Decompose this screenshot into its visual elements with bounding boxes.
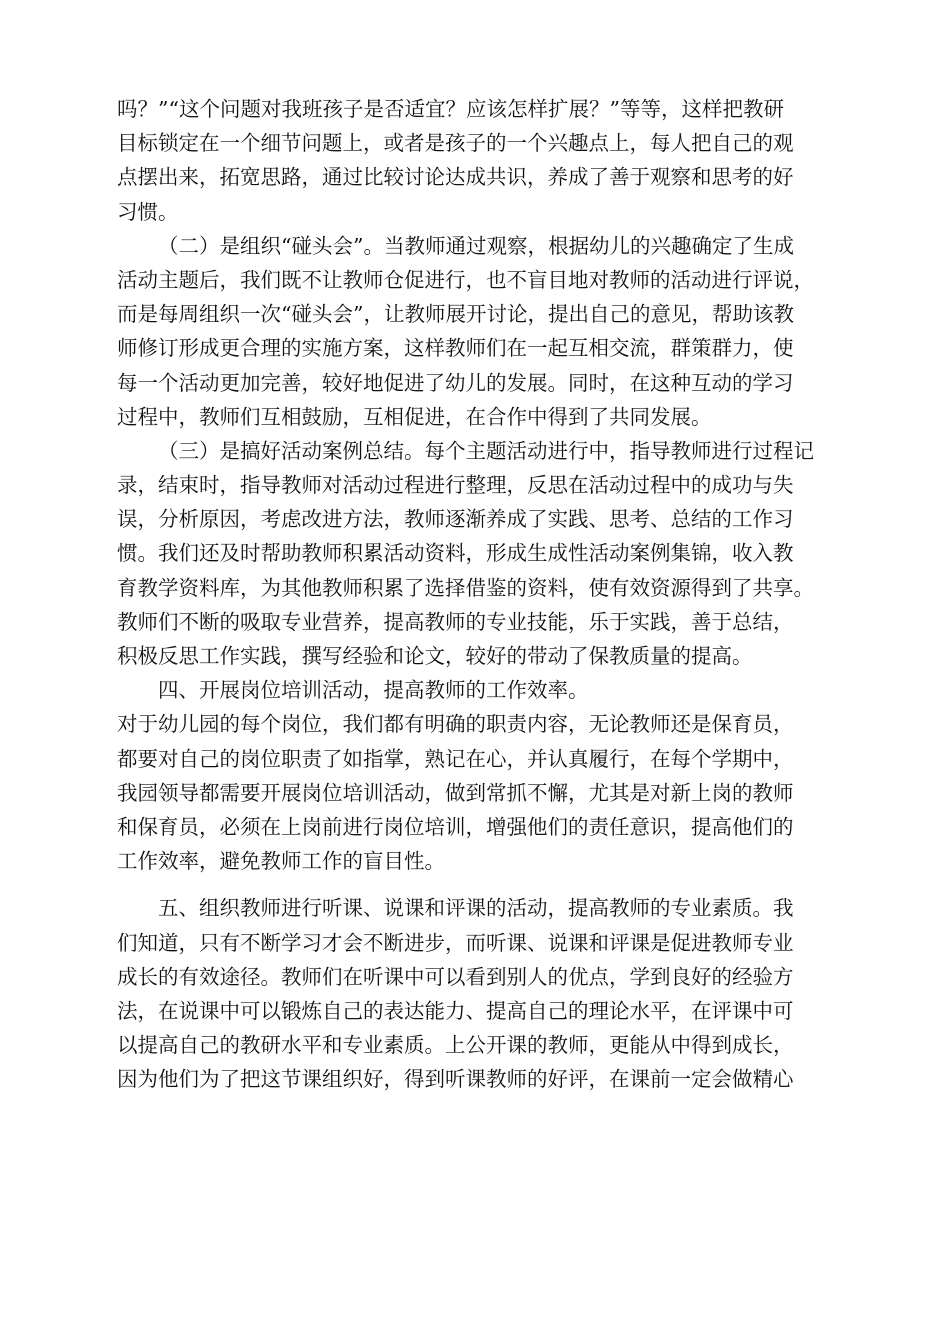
text-line: 点摆出来，拓宽思路，通过比较讨论达成共识，养成了善于观察和思考的好 (117, 165, 794, 190)
section-heading (117, 673, 857, 707)
paragraph (117, 891, 857, 1096)
text-line: 积极反思工作实践，撰写经验和论文，较好的带动了保教质量的提高。 (117, 644, 753, 668)
text-line: 都要对自己的岗位职责了如指掌，熟记在心，并认真履行，在每个学期中， (117, 746, 794, 771)
text-line: 过程中，教师们互相鼓励，互相促进，在合作中得到了共同发展。 (117, 404, 712, 429)
heading-text: 四、开展岗位培训活动，提高教师的工作效率。 (158, 678, 589, 703)
text-line: 录，结束时，指导教师对活动过程进行整理，反思在活动过程中的成功与失 (117, 473, 794, 498)
text-line: 习惯。 (117, 199, 179, 224)
text-line: 五、组织教师进行听课、说课和评课的活动，提高教师的专业素质。我 (158, 896, 794, 921)
paragraph (117, 229, 857, 434)
text-line: 对于幼儿园的每个岗位，我们都有明确的职责内容，无论教师还是保育员， (117, 712, 794, 737)
text-line: （三）是搞好活动案例总结。每个主题活动进行中，指导教师进行过程记 (158, 438, 814, 463)
paragraph-spacer (117, 878, 857, 891)
text-line: 误，分析原因，考虑改进方法，教师逐渐养成了实践、思考、总结的工作习 (117, 507, 794, 532)
paragraph (117, 92, 857, 229)
text-line: 以提高自己的教研水平和专业素质。上公开课的教师，更能从中得到成长， (117, 1033, 794, 1058)
text-line: 成长的有效途径。教师们在听课中可以看到别人的优点，学到良好的经验方 (117, 964, 794, 989)
document-body (117, 92, 857, 1096)
text-line: 们知道，只有不断学习才会不断进步，而听课、说课和评课是促进教师专业 (117, 930, 794, 955)
text-line: 育教学资料库，为其他教师积累了选择借鉴的资料，使有效资源得到了共享。 (117, 575, 814, 600)
text-line: 而是每周组织一次“碰头会”，让教师展开讨论，提出自己的意见，帮助该教 (117, 302, 794, 327)
text-line: 惯。我们还及时帮助教师积累活动资料，形成生成性活动案例集锦，收入教 (117, 541, 794, 566)
text-line: 每一个活动更加完善，较好地促进了幼儿的发展。同时，在这种互动的学习 (117, 370, 794, 395)
text-line: 我园领导都需要开展岗位培训活动，做到常抓不懈，尤其是对新上岗的教师 (117, 780, 794, 805)
text-line: 师修订形成更合理的实施方案，这样教师们在一起互相交流，群策群力，使 (117, 336, 794, 361)
text-line: 法，在说课中可以锻炼自己的表达能力、提高自己的理论水平，在评课中可 (117, 998, 794, 1023)
text-line: 活动主题后，我们既不让教师仓促进行，也不盲目地对教师的活动进行评说， (117, 267, 814, 292)
text-line: （二）是组织“碰头会”。当教师通过观察，根据幼儿的兴趣确定了生成 (158, 233, 794, 258)
text-line: 吗？”“这个问题对我班孩子是否适宜？应该怎样扩展？”等等，这样把教研 (117, 97, 784, 121)
text-line: 因为他们为了把这节课组织好，得到听课教师的好评，在课前一定会做精心 (117, 1067, 794, 1092)
text-line: 工作效率，避免教师工作的盲目性。 (117, 849, 445, 874)
text-line: 目标锁定在一个细节问题上，或者是孩子的一个兴趣点上，每人把自己的观 (117, 131, 794, 156)
paragraph (117, 707, 857, 878)
text-line: 和保育员，必须在上岗前进行岗位培训，增强他们的责任意识，提高他们的 (117, 814, 794, 839)
paragraph (117, 434, 857, 673)
text-line: 教师们不断的吸取专业营养，提高教师的专业技能，乐于实践，善于总结， (117, 609, 794, 634)
